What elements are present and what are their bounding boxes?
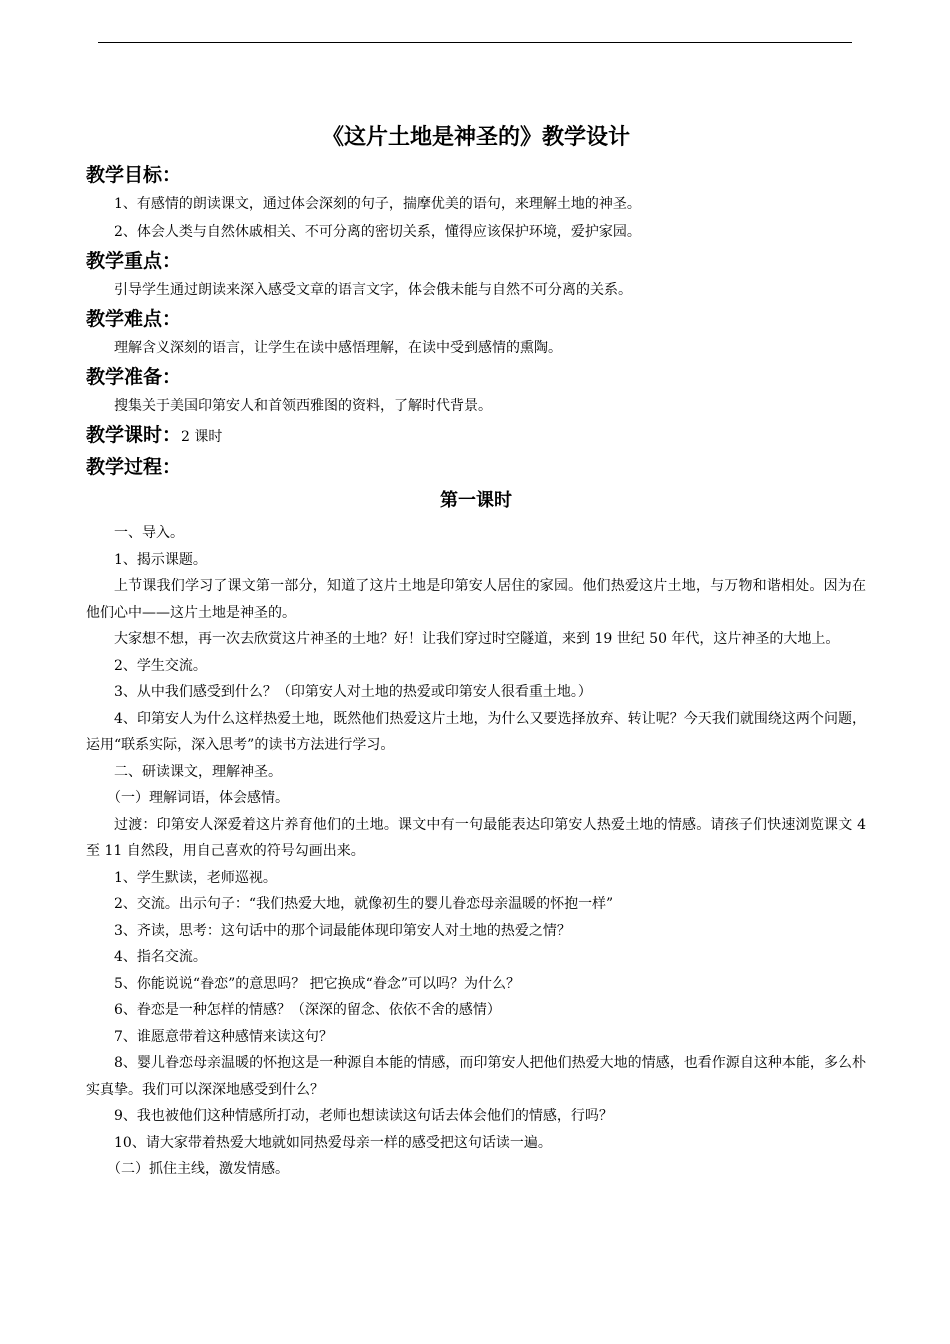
difficulties-heading: 教学难点： xyxy=(86,308,182,330)
process-paragraph: 8、婴儿眷恋母亲温暖的怀抱这是一种源自本能的情感，而印第安人把他们热爱大地的情感，也看作源自这种本能，多么朴实真挚。我们可以深深地感受到什么？ xyxy=(86,1055,866,1098)
document-title: 《这片土地是神圣的》教学设计 xyxy=(321,124,630,150)
objective-item: 1、有感情的朗读课文，通过体会深刻的句子，揣摩优美的语句，来理解土地的神圣。 xyxy=(114,196,641,212)
objective-item: 2、体会人类与自然休戚相关、不可分离的密切关系，懂得应该保护环境，爱护家园。 xyxy=(114,224,641,240)
class-hours-value: 2 课时 xyxy=(181,429,223,445)
difficulties-text: 理解含义深刻的语言，让学生在读中感悟理解，在读中受到感情的熏陶。 xyxy=(114,340,562,356)
process-paragraph: 2、学生交流。 xyxy=(114,657,207,674)
process-paragraph: 5、你能说说“眷恋”的意思吗？ 把它换成“眷念”可以吗？为什么？ xyxy=(114,975,520,992)
document-page xyxy=(86,118,866,1183)
class-hours-label: 教学课时： xyxy=(86,424,182,446)
process-paragraph: 过渡：印第安人深爱着这片养育他们的土地。课文中有一句最能表达印第安人热爱土地的情感。请孩子们快速浏览课文 4 至 11 自然段，用自己喜欢的符号勾画出来。 xyxy=(86,816,866,859)
process-paragraph: 二、研读课文，理解神圣。 xyxy=(114,763,282,780)
process-paragraph: 4、指名交流。 xyxy=(114,949,207,965)
process-paragraph: 2、交流。出示句子：“我们热爱大地，就像初生的婴儿眷恋母亲温暖的怀抱一样” xyxy=(114,896,614,912)
process-paragraph: 1、学生默读，老师巡视。 xyxy=(114,869,277,886)
process-paragraph: 9、我也被他们这种情感所打动，老师也想读读这句话去体会他们的情感，行吗？ xyxy=(114,1108,613,1124)
process-paragraph: （二）抓住主线，激发情感。 xyxy=(107,1161,289,1177)
key-points-heading: 教学重点： xyxy=(86,250,182,272)
process-paragraph: 3、齐读，思考：这句话中的那个词最能体现印第安人对土地的热爱之情？ xyxy=(114,922,571,939)
header-rule xyxy=(98,42,852,43)
process-paragraph: 1、揭示课题。 xyxy=(114,551,207,568)
process-heading: 教学过程： xyxy=(86,456,182,478)
process-paragraph: 3、从中我们感受到什么？（印第安人对土地的热爱或印第安人很看重土地。） xyxy=(114,684,592,700)
process-paragraph: 一、导入。 xyxy=(114,525,184,541)
process-paragraph: 大家想不想，再一次去欣赏这片神圣的土地？好！让我们穿过时空隧道，来到 19 世纪 50 年代，这片神圣的大地上。 xyxy=(114,631,840,647)
key-points-text: 引导学生通过朗读来深入感受文章的语言文字，体会俄未能与自然不可分离的关系。 xyxy=(114,282,632,298)
process-paragraph: 上节课我们学习了课文第一部分，知道了这片土地是印第安人居住的家园。他们热爱这片土地，与万物和谐相处。因为在他们心中——这片土地是神圣的。 xyxy=(86,578,866,621)
lesson-title: 第一课时 xyxy=(440,490,512,511)
process-paragraph: 4、印第安人为什么这样热爱土地，既然他们热爱这片土地，为什么又要选择放弃、转让呢？今天我们就围绕这两个问题，运用“联系实际，深入思考”的读书方法进行学习。 xyxy=(86,710,866,753)
preparation-text: 搜集关于美国印第安人和首领西雅图的资料，了解时代背景。 xyxy=(114,398,492,414)
process-paragraph: 7、谁愿意带着这种感情来读这句？ xyxy=(114,1028,333,1045)
process-paragraph: 10、请大家带着热爱大地就如同热爱母亲一样的感受把这句话读一遍。 xyxy=(114,1134,552,1151)
process-paragraph: 6、眷恋是一种怎样的情感？（深深的留念、依依不舍的感情） xyxy=(114,1002,501,1018)
class-hours-heading xyxy=(86,420,866,452)
objectives-heading: 教学目标： xyxy=(86,164,182,186)
process-paragraph: （一）理解词语，体会感情。 xyxy=(107,790,289,806)
preparation-heading: 教学准备： xyxy=(86,366,182,388)
